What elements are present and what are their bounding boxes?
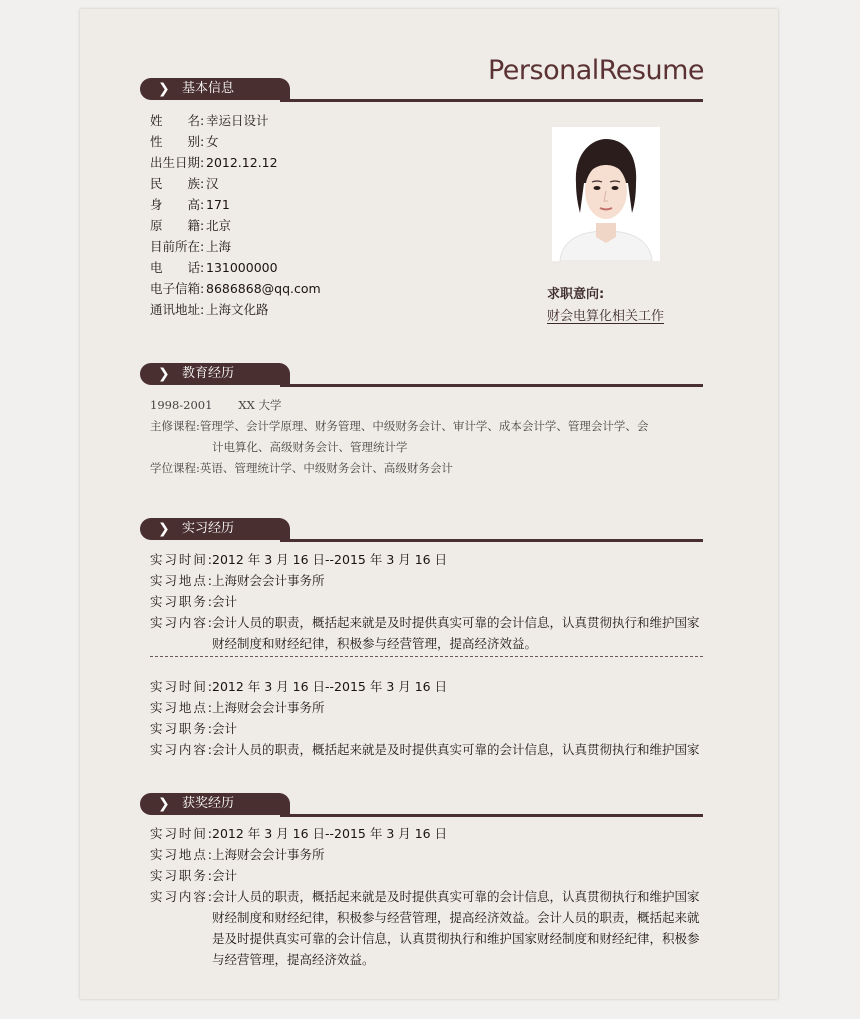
degree-label: 学位课程: [150,461,200,475]
courses-label: 主修课程: [150,419,200,433]
field-label: 实习地点: [150,573,212,588]
info-value: 2012.12.12 [206,155,278,170]
education-school: XX 大学 [238,398,282,412]
field-value: 是及时提供真实可靠的会计信息，认真贯彻执行和维护国家财经制度和财经纪律，积极参 [212,931,700,946]
portrait-illustration [552,127,660,261]
section-rule [280,99,703,102]
education-courses-row-2 [212,438,408,456]
field-value: 2012 年 3 月 16 日--2015 年 3 月 16 日 [212,679,448,694]
info-value: 幸运日设计 [206,113,269,128]
section-rule [280,384,703,387]
internship-time-row [150,551,447,569]
education-courses-row [150,417,648,435]
chevron-right-icon: ❯ [158,81,170,97]
field-label: 实习内容: [150,615,212,630]
info-row-phone: 电话: 131000000 [150,260,278,275]
internship-place-row [150,572,325,590]
section-header-basic [140,78,703,102]
info-value: 上海 [206,239,232,254]
info-value: 上海文化路 [206,302,269,317]
field-label: 实习地点: [150,700,212,715]
field-value: 会计 [212,721,238,736]
section-title: 实习经历 [182,521,235,536]
field-value: 会计 [212,868,238,883]
info-row-birthday: 出生日期: 2012.12.12 [150,155,278,170]
field-value: 会计人员的职责，概括起来就是及时提供真实可靠的会计信息，认真贯彻执行和维护国家 [212,742,700,757]
info-row-location: 目前所在: 上海 [150,239,232,254]
job-intent-value: 财会电算化相关工作 [547,309,665,324]
info-key: 姓名 [150,113,200,128]
info-row-gender: 性别: 女 [150,134,219,149]
info-key: 目前所在 [150,239,201,254]
info-key: 电子信箱 [150,281,201,296]
internship-content-row [150,614,700,632]
section-rule [280,539,703,542]
field-label: 实习时间: [150,826,212,841]
internship-content-row [150,741,700,759]
info-row-origin: 原籍: 北京 [150,218,232,233]
courses-line2: 计电算化、高级财务会计、管理统计学 [212,440,408,454]
section-header-awards [140,793,703,817]
chevron-right-icon: ❯ [158,796,170,812]
info-key: 原籍 [150,218,200,233]
degree-courses: 英语、管理统计学、中级财务会计、高级财务会计 [199,461,453,475]
awards-content-row-3 [212,930,700,948]
profile-photo [552,127,660,261]
section-tab [140,363,290,385]
awards-place-row [150,846,325,864]
section-tab [140,78,290,100]
info-row-ethnicity: 民族: 汉 [150,176,219,191]
chevron-right-icon: ❯ [158,366,170,382]
info-value: 汉 [206,176,219,191]
education-years-row [150,396,281,414]
info-value: 171 [206,197,230,212]
resume-page [80,9,778,999]
awards-content-row-2 [212,909,700,927]
chevron-right-icon: ❯ [158,521,170,537]
entry-divider [150,656,703,657]
internship-place-row [150,699,325,717]
info-key: 电话 [150,260,200,275]
field-label: 实习职务: [150,721,212,736]
awards-content-row-4 [212,951,375,969]
section-tab [140,518,290,540]
section-title: 教育经历 [182,366,235,381]
field-value: 财经制度和财经纪律，积极参与经营管理，提高经济效益。 [212,636,538,651]
info-value: 北京 [206,218,232,233]
internship-role-row [150,720,237,738]
awards-role-row [150,867,237,885]
internship-content-row-2 [212,635,537,653]
info-row-height: 身高: 171 [150,197,230,212]
awards-content-row [150,888,700,906]
internship-time-row [150,678,447,696]
field-label: 实习时间: [150,679,212,694]
section-title: 基本信息 [182,81,235,96]
field-label: 实习时间: [150,552,212,567]
info-row-email: 电子信箱: 8686868@qq.com [150,281,321,296]
info-key: 出生日期 [150,155,201,170]
info-value: 131000000 [206,260,278,275]
field-value: 上海财会会计事务所 [212,573,325,588]
info-row-name: 姓名: 幸运日设计 [150,113,269,128]
field-value: 上海财会会计事务所 [212,847,325,862]
field-value: 财经制度和财经纪律，积极参与经营管理，提高经济效益。会计人员的职责，概括起来就 [212,910,700,925]
field-value: 与经营管理，提高经济效益。 [212,952,375,967]
field-label: 实习地点: [150,847,212,862]
section-rule [280,814,703,817]
field-label: 实习内容: [150,742,212,757]
info-value: 女 [206,134,219,149]
courses-line1: 管理学、会计学原理、财务管理、中级财务会计、审计学、成本会计学、管理会计学、会 [199,419,649,433]
job-intent-label: 求职意向: [547,287,605,302]
field-value: 会计人员的职责，概括起来就是及时提供真实可靠的会计信息，认真贯彻执行和维护国家 [212,615,700,630]
info-key: 民族 [150,176,200,191]
field-value: 2012 年 3 月 16 日--2015 年 3 月 16 日 [212,826,448,841]
field-label: 实习职务: [150,594,212,609]
field-value: 会计 [212,594,238,609]
internship-role-row [150,593,237,611]
section-header-education [140,363,703,387]
info-row-address: 通讯地址: 上海文化路 [150,302,269,317]
section-title: 获奖经历 [182,796,235,811]
info-value: 8686868@qq.com [206,281,321,296]
info-key: 性别 [150,134,200,149]
field-value: 2012 年 3 月 16 日--2015 年 3 月 16 日 [212,552,448,567]
field-label: 实习职务: [150,868,212,883]
resume-brand-title: PersonalResume [487,55,704,86]
info-key: 通讯地址 [150,302,201,317]
field-value: 会计人员的职责，概括起来就是及时提供真实可靠的会计信息，认真贯彻执行和维护国家 [212,889,700,904]
field-value: 上海财会会计事务所 [212,700,325,715]
section-tab [140,793,290,815]
field-label: 实习内容: [150,889,212,904]
section-header-internship [140,518,703,542]
awards-time-row [150,825,447,843]
education-degree-row [150,459,453,477]
education-years: 1998-2001 [150,398,213,412]
info-key: 身高 [150,197,200,212]
